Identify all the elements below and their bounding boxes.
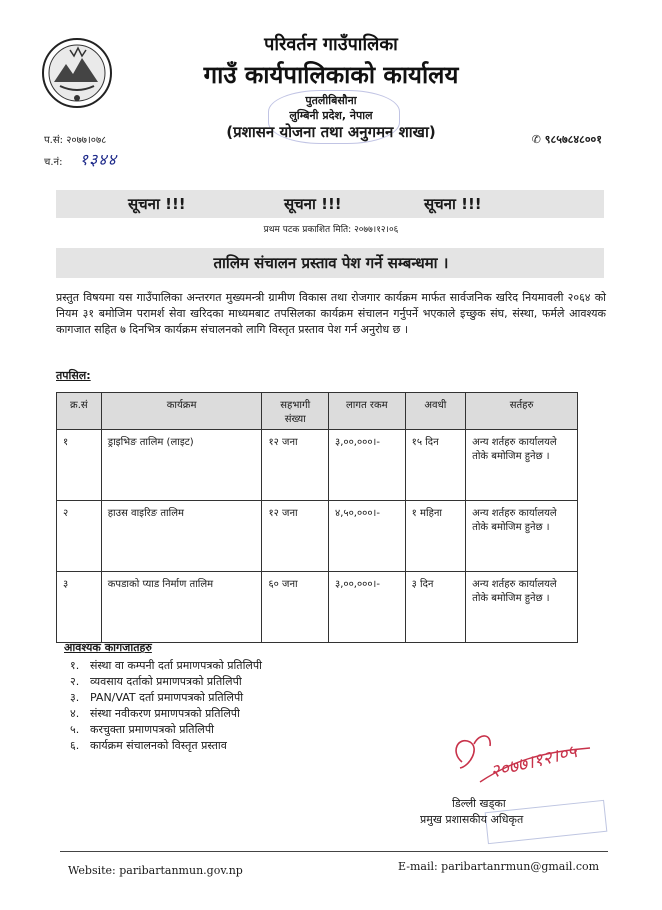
table-cell: १ xyxy=(57,430,102,501)
table-cell: ६० जना xyxy=(262,572,329,643)
footer-divider xyxy=(60,851,608,852)
notice-heading: सूचना !!! xyxy=(128,195,186,213)
list-text: कार्यक्रम संचालनको विस्तृत प्रस्ताव xyxy=(90,739,227,752)
column-header: कार्यक्रम xyxy=(101,393,262,430)
chalani-label: च.नं: xyxy=(44,157,63,168)
phone-value: ९८५७८४८००१ xyxy=(544,133,602,146)
table-cell: ४,५०,०००।- xyxy=(329,501,406,572)
list-item xyxy=(70,674,262,690)
patra-sankhya xyxy=(44,132,106,146)
table-cell: १२ जना xyxy=(262,501,329,572)
notice-heading: सूचना !!! xyxy=(424,195,482,213)
notice-heading: सूचना !!! xyxy=(284,195,342,213)
table-cell: १५ दिन xyxy=(405,430,466,501)
footer-email: E-mail: paribartanrmun@gmail.com xyxy=(398,860,600,873)
schedule-label: तपसिल: xyxy=(56,369,91,382)
section-name: (प्रशासन योजना तथा अनुगमन शाखा) xyxy=(226,123,436,141)
signatory-title: प्रमुख प्रशासकीय अधिकृत xyxy=(420,813,524,826)
column-header: सहभागी संख्या xyxy=(262,393,329,430)
documents-list xyxy=(70,658,262,754)
table-cell: ३,००,०००।- xyxy=(329,430,406,501)
table-cell: २ xyxy=(57,501,102,572)
phone-number xyxy=(532,132,602,147)
list-number: ३. xyxy=(70,691,80,704)
table-cell: कपडाको प्याड निर्माण तालिम xyxy=(101,572,262,643)
chalani-number xyxy=(44,148,117,170)
column-header: लागत रकम xyxy=(329,393,406,430)
list-number: २. xyxy=(70,675,80,688)
patra-label: प.सं: xyxy=(44,135,63,146)
table-cell: १२ जना xyxy=(262,430,329,501)
documents-title: आवश्यक कागजातहरु xyxy=(64,641,152,654)
table-cell: अन्य शर्तहरु कार्यालयले तोके बमोजिम हुनेछ । xyxy=(466,572,578,643)
list-number: ६. xyxy=(70,739,80,752)
phone-icon: ✆ xyxy=(531,133,541,146)
table-row xyxy=(57,572,578,643)
signatory-name: डिल्ली खड्का xyxy=(452,797,506,810)
list-text: संस्था वा कम्पनी दर्ता प्रमाणपत्रको प्रतिलिपी xyxy=(90,659,262,672)
table-cell: ३ दिन xyxy=(405,572,466,643)
list-text: व्यवसाय दर्ताको प्रमाणपत्रको प्रतिलिपी xyxy=(90,675,242,688)
column-header: क्र.सं xyxy=(57,393,102,430)
list-item xyxy=(70,690,262,706)
list-number: १. xyxy=(70,659,80,672)
list-number: ४. xyxy=(70,707,80,720)
list-item xyxy=(70,658,262,674)
list-number: ५. xyxy=(70,723,80,736)
column-header: अवधी xyxy=(405,393,466,430)
table-cell: ३ xyxy=(57,572,102,643)
table-cell: १ महिना xyxy=(405,501,466,572)
program-table xyxy=(56,392,578,643)
office-name: गाउँ कार्यपालिकाको कार्यालय xyxy=(203,61,459,89)
list-item xyxy=(70,738,262,754)
office-province: लुम्बिनी प्रदेश, नेपाल xyxy=(289,109,373,122)
body-paragraph: प्रस्तुत विषयमा यस गाउँपालिका अन्तरगत मुख्यमन्त्री ग्रामीण विकास तथा रोजगार कार्यक्रम मार्फत सार्वजनिक खरिद नियमावली २०६४ को नियम ३१ बमोजिम परामर्श सेवा खरिदका माध्यमबाट तपसिलका कार्यक्रम संचालन गर्नुपर्ने भएकाले इच्छुक संघ, संस्था, फर्मले आवश्यक कागजात सहित ७ दिनभित्र कार्यक्रम संचालनको लागि विस्तृत प्रस्ताव पेश गर्न अनुरोध छ । xyxy=(56,291,606,336)
table-cell: ३,००,०००।- xyxy=(329,572,406,643)
table-cell: ड्राइभिङ तालिम (लाइट) xyxy=(101,430,262,501)
table-header-row xyxy=(57,393,578,430)
table-cell: हाउस वाइरिङ तालिम xyxy=(101,501,262,572)
table-row xyxy=(57,501,578,572)
table-cell: अन्य शर्तहरु कार्यालयले तोके बमोजिम हुनेछ । xyxy=(466,430,578,501)
list-text: PAN/VAT दर्ता प्रमाणपत्रको प्रतिलिपी xyxy=(90,691,244,704)
handwritten-signature xyxy=(440,722,600,792)
column-header: सर्तहरु xyxy=(466,393,578,430)
list-text: संस्था नवीकरण प्रमाणपत्रको प्रतिलिपी xyxy=(90,707,240,720)
list-item xyxy=(70,706,262,722)
chalani-value: १३४४ xyxy=(79,150,117,169)
municipality-name: परिवर्तन गाउँपालिका xyxy=(264,34,398,55)
published-date: प्रथम पटक प्रकाशित मिति: २०७७।१२।०६ xyxy=(263,225,399,235)
subject-line: तालिम संचालन प्रस्ताव पेश गर्ने सम्बन्धमा । xyxy=(213,254,449,272)
list-text: करचुक्ता प्रमाणपत्रको प्रतिलिपी xyxy=(90,723,214,736)
office-location: पुतलीबिसौना xyxy=(305,94,357,107)
list-item xyxy=(70,722,262,738)
footer-website: Website: paribartanmun.gov.np xyxy=(68,864,243,877)
svg-text:२०७७।१२।०५: २०७७।१२।०५ xyxy=(488,741,580,783)
table-cell: अन्य शर्तहरु कार्यालयले तोके बमोजिम हुनेछ । xyxy=(466,501,578,572)
table-row xyxy=(57,430,578,501)
patra-value: २०७७।०७८ xyxy=(66,135,107,146)
